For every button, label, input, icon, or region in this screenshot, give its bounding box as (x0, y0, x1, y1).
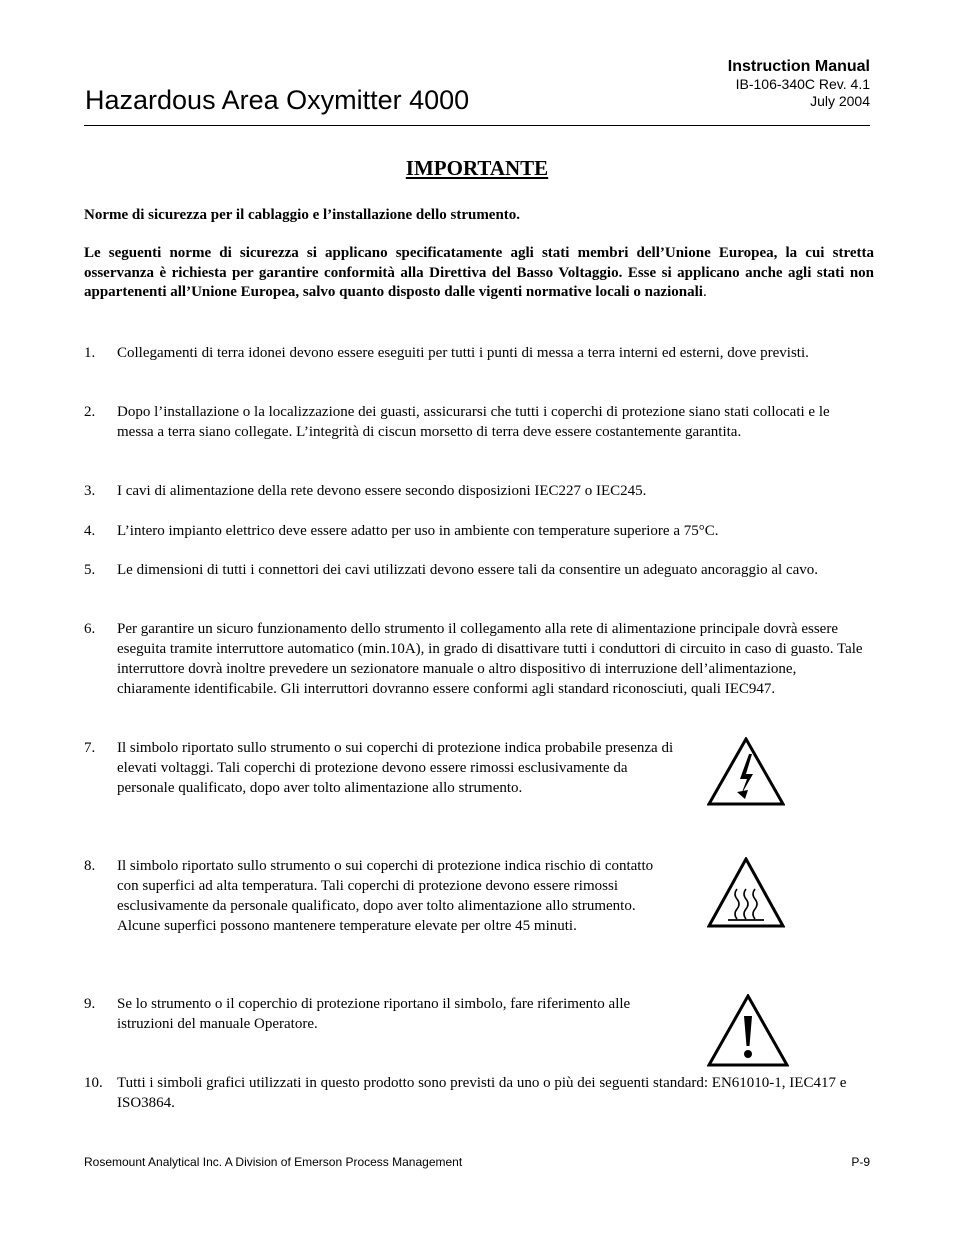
list-item-text: Dopo l’installazione o la localizzazione dei guasti, assicurarsi che tutti i coperchi di protezione siano stati collocati e le messa a terra siano collegate. L’integrità di ciscun morsetto di terra deve essere costantemente garantita. (117, 404, 830, 440)
list-item-number: 4. (84, 523, 96, 539)
footer-company: Rosemount Analytical Inc. A Division of Emerson Process Management (84, 1155, 463, 1169)
list-item-text: Tutti i simboli grafici utilizzati in questo prodotto sono previsti da uno o più dei seguenti standard: EN61010-1, IEC417 e ISO3864. (117, 1075, 847, 1111)
list-item-text: Le dimensioni di tutti i connettori dei cavi utilizzati devono essere tali da consentire un adeguato ancoraggio al cavo. (117, 562, 819, 578)
intro-paragraph-text: Le seguenti norme di sicurezza si applicano specificatamente agli stati membri dell’Unione Europea, la cui stretta osservanza è richiesta per garantire conformità alla Direttiva del Basso Voltaggio. Esse si applicano anche agli stati non appartenenti all’Unione Europea, salvo quanto disposto dalle vigenti normative locali o nazionali (84, 245, 874, 301)
list-item-number: 3. (84, 483, 96, 499)
intro-paragraph-end: . (702, 284, 707, 301)
document-number: IB-106-340C Rev. 4.1 (735, 76, 870, 92)
section-heading: IMPORTANTE (405, 156, 549, 180)
hot-surface-warning-icon (707, 857, 785, 929)
general-warning-icon (707, 994, 789, 1068)
list-item-number: 9. (84, 996, 96, 1012)
list-item-number: 2. (84, 404, 96, 420)
intro-subtitle: Norme di sicurezza per il cablaggio e l’installazione dello strumento. (84, 207, 521, 223)
header-info (728, 57, 870, 110)
list-item-number: 1. (84, 345, 96, 361)
list-item-text: Il simbolo riportato sullo strumento o sui coperchi di protezione indica probabile presenza di elevati voltaggi. Tali coperchi di protezione devono essere rimossi esclusivamente da personale qualificato, dopo aver tolto alimentazione allo strumento. (117, 740, 674, 796)
list-item-number: 8. (84, 858, 96, 874)
manual-label: Instruction Manual (727, 58, 870, 75)
list-item-number: 5. (84, 562, 96, 578)
high-voltage-warning-icon (707, 737, 785, 807)
page-number: P-9 (851, 1155, 870, 1169)
list-item-text: I cavi di alimentazione della rete devono essere secondo disposizioni IEC227 o IEC245. (117, 483, 647, 499)
intro-paragraph (84, 244, 874, 303)
document-date: July 2004 (810, 93, 870, 109)
list-item-text: Per garantire un sicuro funzionamento dello strumento il collegamento alla rete di alimentazione principale dovrà essere eseguita tramite interruttore automatico (min.10A), in grado di disattivare tutti i conduttori di circuito in caso di guasto. Tale interruttore dovrà inoltre prevedere un sezionatore manuale o altro dispositivo di interruzione dell’alimentazione, chiaramente identificabile. Gli interruttori dovranno essere conformi agli standard riconosciuti, quali IEC947. (117, 621, 863, 697)
list-item-text: Il simbolo riportato sullo strumento o sui coperchi di protezione indica rischio di contatto con superfici ad alta temperatura. Tali coperchi di protezione devono essere rimossi esclusivamente da personale qualificato, dopo aver tolto alimentazione allo strumento. Alcune superfici possono mantenere temperature elevate per oltre 45 minuti. (117, 858, 654, 934)
list-item-text: L’intero impianto elettrico deve essere adatto per uso in ambiente con temperature superiore a 75°C. (117, 523, 719, 539)
list-item-number: 7. (84, 740, 96, 756)
list-item-text: Se lo strumento o il coperchio di protezione riportano il simbolo, fare riferimento alle istruzioni del manuale Operatore. (117, 996, 631, 1032)
list-item-number: 10. (84, 1075, 103, 1091)
header-rule (84, 125, 870, 126)
list-item-number: 6. (84, 621, 96, 637)
list-item-text: Collegamenti di terra idonei devono essere eseguiti per tutti i punti di messa a terra interni ed esterni, dove previsti. (117, 345, 809, 361)
document-title: Hazardous Area Oxymitter 4000 (85, 85, 470, 115)
